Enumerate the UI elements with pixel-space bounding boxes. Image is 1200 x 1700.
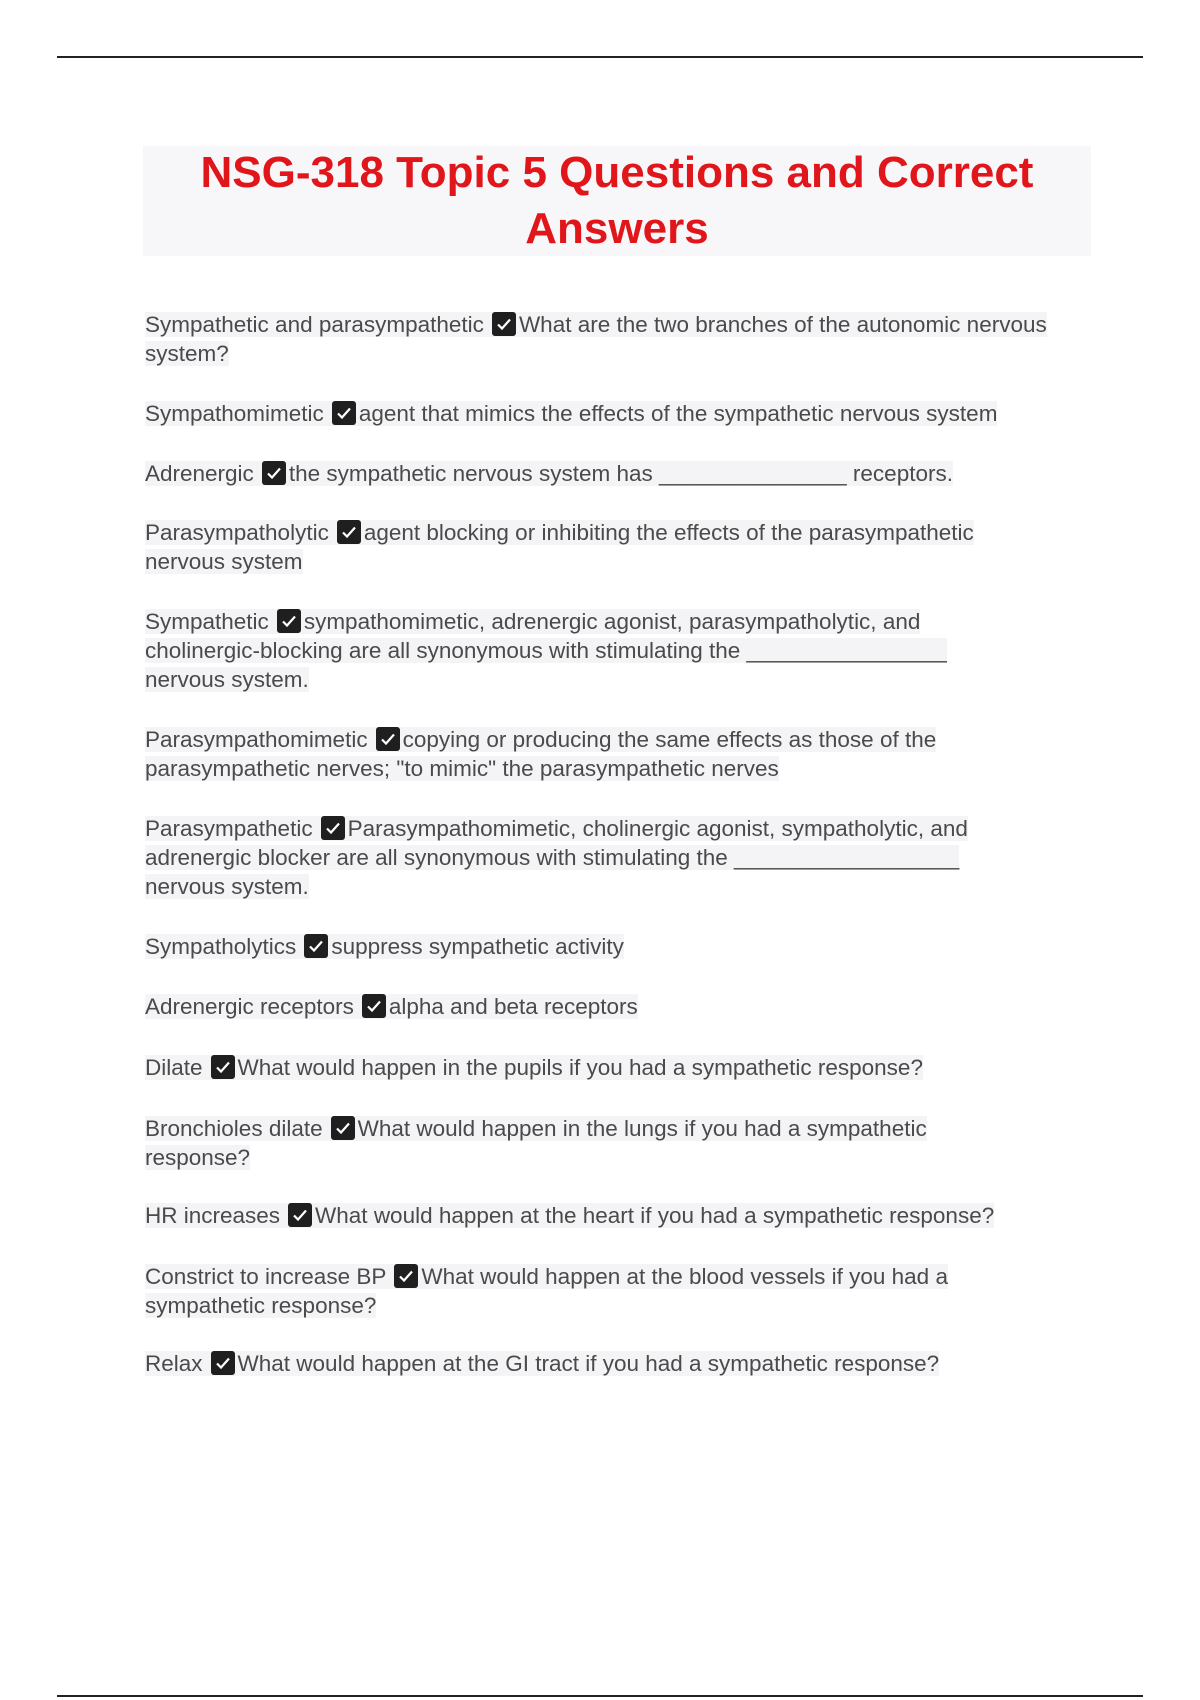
qa-item [145, 1201, 994, 1230]
checkmark-box-icon [376, 727, 400, 751]
top-rule [57, 56, 1143, 58]
question-text: What are the two branches of the autonomic nervous system? [145, 312, 1047, 366]
bottom-rule [57, 1695, 1143, 1697]
answer-text: Relax [145, 1351, 203, 1376]
question-text: What would happen in the pupils if you had a sympathetic response? [237, 1055, 923, 1080]
qa-item [145, 459, 953, 488]
checkmark-box-icon [288, 1203, 312, 1227]
answer-text: HR increases [145, 1203, 281, 1228]
checkmark-box-icon [321, 816, 345, 840]
checkmark-box-icon [362, 994, 386, 1018]
qa-item [145, 1262, 1050, 1320]
answer-text: Sympathomimetic [145, 401, 324, 426]
qa-item [145, 932, 624, 961]
answer-text: Dilate [145, 1055, 203, 1080]
qa-item [145, 1114, 1025, 1172]
checkmark-box-icon [262, 461, 286, 485]
qa-item [145, 1349, 939, 1378]
qa-item [145, 607, 1020, 694]
answer-text: Parasympatholytic [145, 520, 329, 545]
question-text: Parasympathomimetic, cholinergic agonist, sympatholytic, and adrenergic blocker are all synonymous with stimulating the __________________ nervous system. [145, 816, 968, 899]
question-text: suppress sympathetic activity [331, 934, 624, 959]
question-text: What would happen in the lungs if you had a sympathetic response? [145, 1116, 927, 1170]
answer-text: Sympathetic and parasympathetic [145, 312, 484, 337]
question-text: the sympathetic nervous system has _______________ receptors. [288, 461, 953, 486]
answer-text: Sympathetic [145, 609, 269, 634]
qa-item [145, 310, 1050, 368]
question-text: What would happen at the blood vessels if you had a sympathetic response? [145, 1264, 948, 1318]
answer-text: Constrict to increase BP [145, 1264, 387, 1289]
checkmark-box-icon [492, 312, 516, 336]
document-title: NSG-318 Topic 5 Questions and Correct Answers [200, 148, 1034, 253]
qa-item [145, 992, 638, 1021]
question-text: agent that mimics the effects of the sympathetic nervous system [358, 401, 998, 426]
answer-text: Parasympathetic [145, 816, 313, 841]
qa-item [145, 725, 1025, 783]
answer-text: Bronchioles dilate [145, 1116, 323, 1141]
question-text: copying or producing the same effects as those of the parasympathetic nerves; "to mimic" the parasympathetic nerves [145, 727, 937, 781]
qa-item [145, 399, 997, 428]
answer-text: Adrenergic receptors [145, 994, 354, 1019]
question-text: sympathomimetic, adrenergic agonist, parasympatholytic, and cholinergic-blocking are all synonymous with stimulating the ________________ nervous system. [145, 609, 947, 692]
answer-text: Sympatholytics [145, 934, 297, 959]
checkmark-box-icon [394, 1264, 418, 1288]
question-text: agent blocking or inhibiting the effects of the parasympathetic nervous system [145, 520, 974, 574]
title-banner [143, 146, 1091, 256]
checkmark-box-icon [211, 1055, 235, 1079]
question-text: What would happen at the GI tract if you had a sympathetic response? [237, 1351, 940, 1376]
answer-text: Adrenergic [145, 461, 254, 486]
question-text: alpha and beta receptors [388, 994, 638, 1019]
checkmark-box-icon [211, 1351, 235, 1375]
answer-text: Parasympathomimetic [145, 727, 368, 752]
checkmark-box-icon [337, 520, 361, 544]
qa-item [145, 1053, 923, 1082]
checkmark-box-icon [304, 934, 328, 958]
checkmark-box-icon [331, 1116, 355, 1140]
qa-item [145, 518, 1045, 576]
question-text: What would happen at the heart if you had a sympathetic response? [315, 1203, 995, 1228]
checkmark-box-icon [332, 401, 356, 425]
checkmark-box-icon [277, 609, 301, 633]
qa-item [145, 814, 1045, 901]
